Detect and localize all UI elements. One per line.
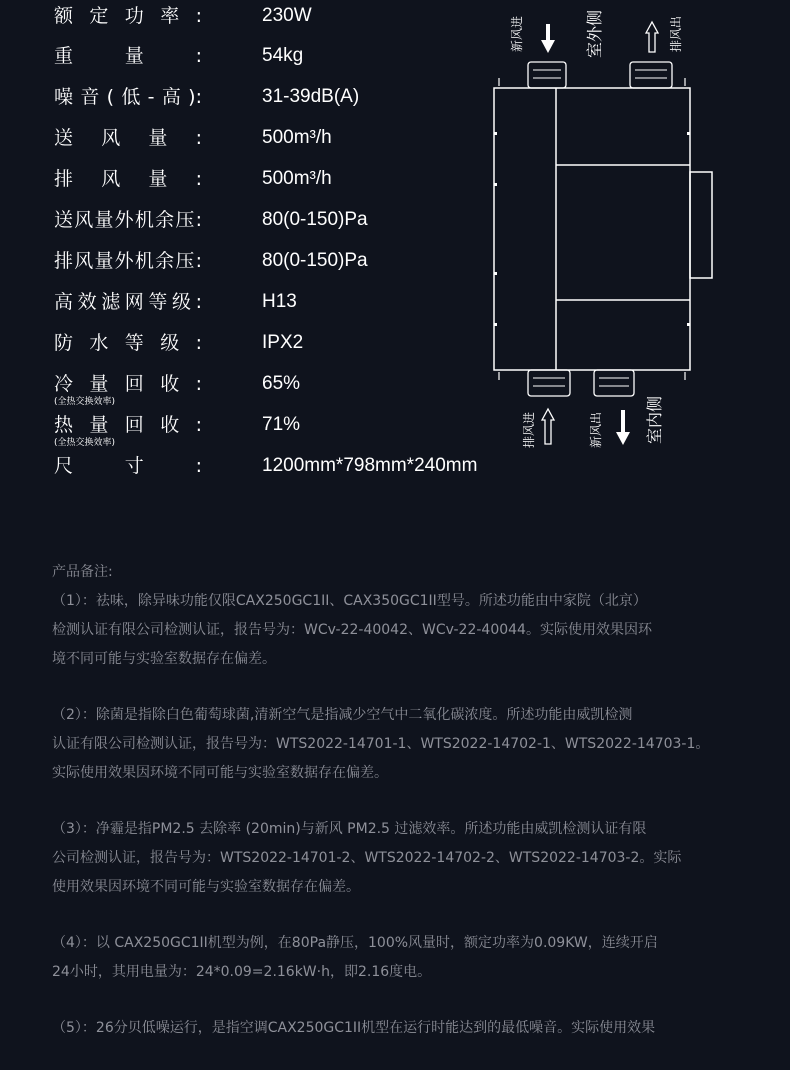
unit-airflow-diagram: [485, 0, 715, 460]
spec-value: 500m³/h: [262, 168, 332, 189]
spec-value: 71%: [262, 414, 301, 435]
notes-title: 产品备注:: [52, 564, 113, 580]
spec-label: 排风量外机余压:: [54, 250, 202, 272]
note-paragraph: [52, 587, 762, 674]
spec-label: 尺寸:: [54, 455, 202, 477]
label-fresh-air-in: 新风进: [510, 15, 524, 52]
spec-sublabel: (全热交换效率): [54, 397, 116, 407]
note-line: （2）：除菌是指除白色葡萄球菌,清新空气是指减少空气中二氧化碳浓度。所述功能由威凯检测: [52, 707, 633, 723]
spec-value: 80(0-150)Pa: [262, 209, 368, 230]
label-fresh-air-out: 新风出: [589, 411, 603, 448]
spec-label: 高效滤网等级:: [54, 291, 202, 313]
label-outdoor-side: 室外侧: [585, 9, 604, 58]
spec-value: 80(0-150)Pa: [262, 250, 368, 271]
unit-body: [494, 78, 712, 380]
arrow-down-icon: [616, 410, 630, 445]
spec-value: IPX2: [262, 332, 304, 353]
spec-value: H13: [262, 291, 297, 312]
note-line: （3）：净霾是指PM2.5 去除率 (20min)与新风 PM2.5 过滤效率。所述功能由威凯检测认证有限: [52, 821, 647, 837]
spec-value: 31-39dB(A): [262, 86, 360, 107]
top-duct-fresh-in: [528, 62, 566, 88]
note-paragraph: [52, 929, 762, 987]
arrow-up-outline-icon: [542, 409, 554, 444]
spec-value: 65%: [262, 373, 301, 394]
spec-label: 冷量回收:: [54, 373, 202, 395]
spec-label: 噪音(低-高):: [54, 86, 202, 108]
spec-label: 热量回收:: [54, 414, 202, 436]
note-line: 实际使用效果因环境不同可能与实验室数据存在偏差。: [52, 765, 388, 781]
spec-label: 排风量:: [54, 168, 202, 190]
note-line: 境不同可能与实验室数据存在偏差。: [52, 651, 276, 667]
label-exhaust-out: 排风出: [669, 15, 683, 52]
spec-value: 54kg: [262, 45, 304, 66]
spec-sublabel: (全热交换效率): [54, 438, 116, 448]
spec-label: 送风量:: [54, 127, 202, 149]
arrow-down-icon: [541, 24, 555, 53]
arrow-up-outline-icon: [646, 22, 658, 52]
label-indoor-side: 室内侧: [645, 395, 664, 444]
note-line: 检测认证有限公司检测认证，报告号为：WCv-22-40042、WCv-22-40044。实际使用效果因环: [52, 622, 652, 638]
note-line: 使用效果因环境不同可能与实验室数据存在偏差。: [52, 879, 360, 895]
spec-label: 额定功率:: [54, 5, 202, 27]
note-line: （4）：以 CAX250GC1II机型为例，在80Pa静压，100%风量时，额定功率为0.09KW，连续开启: [52, 935, 658, 951]
note-paragraph: [52, 701, 762, 788]
spec-label: 送风量外机余压:: [54, 209, 202, 231]
note-paragraph: [52, 815, 762, 902]
note-line: （1）：祛味，除异味功能仅限CAX250GC1II、CAX350GC1II型号。所述功能由中家院（北京）: [52, 593, 647, 609]
spec-value: 230W: [262, 5, 312, 26]
top-duct-exhaust-out: [630, 62, 672, 88]
bottom-duct-fresh-out: [594, 370, 634, 396]
note-line: 公司检测认证，报告号为：WTS2022-14701-2、WTS2022-14702-2、WTS2022-14703-2。实际: [52, 850, 682, 866]
notes-items: [52, 587, 762, 1043]
bottom-duct-exhaust-in: [528, 370, 570, 396]
note-line: 认证有限公司检测认证，报告号为：WTS2022-14701-1、WTS2022-14702-1、WTS2022-14703-1。: [52, 736, 710, 752]
spec-value: 1200mm*798mm*240mm: [262, 455, 478, 476]
note-paragraph: [52, 1014, 762, 1043]
spec-label: 重量:: [54, 45, 202, 67]
spec-label: 防水等级:: [54, 332, 202, 354]
product-notes: [52, 558, 762, 1070]
label-exhaust-in: 排风进: [522, 411, 536, 448]
spec-value: 500m³/h: [262, 127, 332, 148]
note-line: 24小时，其用电量为：24*0.09=2.16kW·h，即2.16度电。: [52, 964, 432, 980]
note-line: （5）：26分贝低噪运行，是指空调CAX250GC1II机型在运行时能达到的最低噪音。实际使用效果: [52, 1020, 656, 1036]
